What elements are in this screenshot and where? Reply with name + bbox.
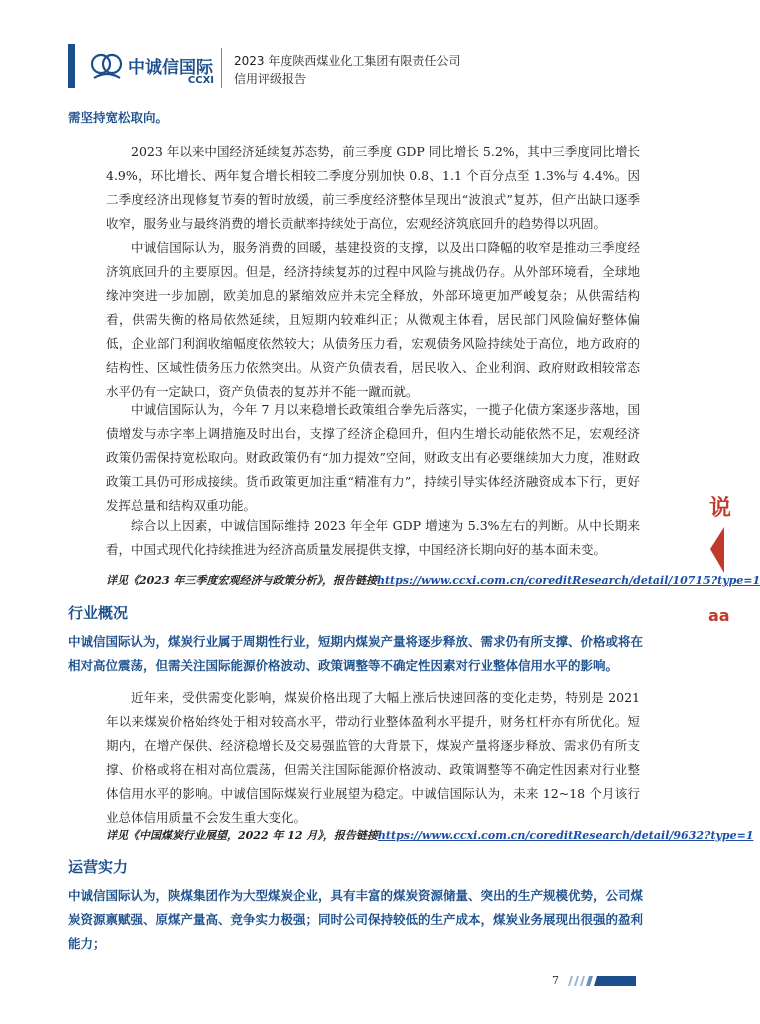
section-title-operations: 运营实力 [68,858,129,876]
lead-sentence: 需坚持宽松取向。 [68,110,169,125]
section-title-industry: 行业概况 [68,604,129,622]
footer-stripes-icon [566,976,636,986]
reference-link-1[interactable]: https://www.ccxi.com.cn/coreditResearch/detail/10715?type=1 [376,574,760,587]
macro-paragraph-2: 中诚信国际认为，服务消费的回暖，基建投资的支撑，以及出口降幅的收窄是推动三季度经济筑底回升的主要原因。但是，经济持续复苏的过程中风险与挑战仍存。从外部环境看，全球地缘冲突进一步加剧，欧美加息的紧缩效应并未完全释放，外部环境更加严峻复杂；从供需结构看，供需失衡的格局依然延续，且短期内较难纠正；从微观主体看，居民部门风险偏好整体偏低，企业部门利润收缩幅度依然较大；从债务压力看，宏观债务风险持续处于高位，地方政府的结构性、区域性债务压力依然突出。从资产负债表看，居民收入、企业利润、政府财政相较常态水平仍有一定缺口，资产负债表的复苏并不能一蹴而就。 [106,240,640,399]
macro-paragraph-1: 2023 年以来中国经济延续复苏态势，前三季度 GDP 同比增长 5.2%，其中三季度同比增长 4.9%，环比增长、两年复合增长相较二季度分别加快 0.8、1.1 个百分点至 1.3%与 4.4%。因二季度经济出现修复节奏的暂时放缓，前三季度经济整体呈现出“波浪式”复苏，但产出缺口逐季收窄，服务业与最终消费的增长贡献率持续处于高位，宏观经济筑底回升的趋势得以巩固。 [106,144,640,231]
edge-tab-char: 说 [709,496,732,521]
edge-arrow-icon [708,527,724,573]
macro-paragraph-3: 中诚信国际认为，今年 7 月以来稳增长政策组合拳先后落实，一揽子化债方案逐步落地，国债增发与赤字率上调措施及时出台，支撑了经济企稳回升，但内生增长动能依然不足，宏观经济政策仍需保持宽松取向。财政政策仍有“加力提效”空间，财政支出有必要继续加大力度，准财政政策工具仍可形成接续。货币政策更加注重“精准有力”，持续引导实体经济融资成本下行，更好发挥总量和结构双重功能。 [106,402,640,513]
reference-note-2 [106,827,754,843]
reference-note-1-text: 详见《2023 年三季度宏观经济与政策分析》，报告链接 [106,574,377,587]
page-number: 7 [552,974,559,987]
header-divider [221,48,222,88]
logo-english-text: CCXI [187,75,214,86]
logo-chinese-text: 中诚信国际 [128,58,213,78]
macro-paragraph-4: 综合以上因素，中诚信国际维持 2023 年全年 GDP 增速为 5.3%左右的判断。从中长期来看，中国式现代化持续推进为经济高质量发展提供支撑，中国经济长期向好的基本面未变。 [106,518,640,557]
reference-note-1 [106,572,760,588]
edge-tab-text: aa [708,606,730,625]
report-title: 2023 年度陕西煤业化工集团有限责任公司 [234,54,461,68]
operations-summary: 中诚信国际认为，陕煤集团作为大型煤炭企业，具有丰富的煤炭资源储量、突出的生产规模优势，公司煤炭资源禀赋强、原煤产量高、竞争实力极强；同时公司保持较低的生产成本，煤炭业务展现出很强的盈利能力； [68,888,644,951]
industry-summary: 中诚信国际认为，煤炭行业属于周期性行业，短期内煤炭产量将逐步释放、需求仍有所支撑、价格或将在相对高位震荡，但需关注国际能源价格波动、政策调整等不确定性因素对行业整体信用水平的影响。 [68,634,644,673]
reference-note-2-text: 详见《中国煤炭行业展望，2022 年 12 月》，报告链接 [106,829,378,842]
reference-link-2[interactable]: https://www.ccxi.com.cn/coreditResearch/detail/9632?type=1 [377,829,754,842]
ccxi-logo-mark-icon [88,48,126,86]
report-subtitle: 信用评级报告 [234,72,307,86]
ccxi-logo [88,48,214,86]
page-header [0,0,724,100]
header-accent-bar [68,44,75,88]
industry-paragraph: 近年来，受供需变化影响，煤炭价格出现了大幅上涨后快速回落的变化走势，特别是 2021 年以来煤炭价格始终处于相对较高水平，带动行业整体盈利水平提升，财务杠杆亦有所优化。短期内，在增产保供、经济稳增长及交易强监管的大背景下，煤炭产量将逐步释放、需求仍有所支撑、价格或将在相对高位震荡，但需关注国际能源价格波动、政策调整等不确定性因素对行业整体信用水平的影响。中诚信国际煤炭行业展望为稳定。中诚信国际认为，未来 12~18 个月该行业总体信用质量不会发生重大变化。 [106,690,640,825]
